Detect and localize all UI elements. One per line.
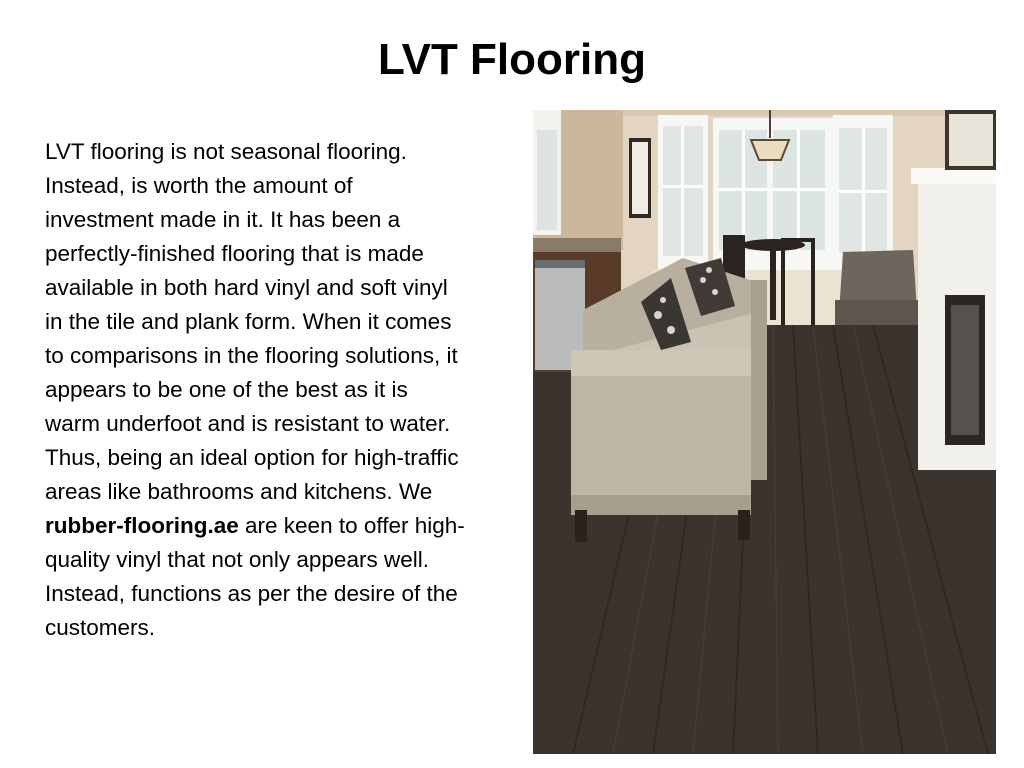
body-text-after-link: are keen to offer high-quality vinyl that not only appears well. Instead, functions as per the desire of the customers. bbox=[45, 513, 465, 640]
company-link-text[interactable]: rubber-flooring.ae bbox=[45, 513, 239, 538]
body-text-before-link: LVT flooring is not seasonal flooring. Instead, is worth the amount of investment made in it. It has been a perfectly-finished flooring that is made available in both hard vinyl and soft vinyl in the tile and plank form. When it comes to comparisons in the flooring solutions, it appears to be one of the best as it is warm underfoot and is resistant to water. Thus, being an ideal option for high-traffic areas like bathrooms and kitchens. We bbox=[45, 139, 459, 504]
living-room-photo-icon bbox=[533, 110, 996, 754]
living-room-photo bbox=[533, 110, 996, 754]
body-paragraph bbox=[45, 135, 465, 645]
slide-title: LVT Flooring bbox=[377, 35, 647, 84]
